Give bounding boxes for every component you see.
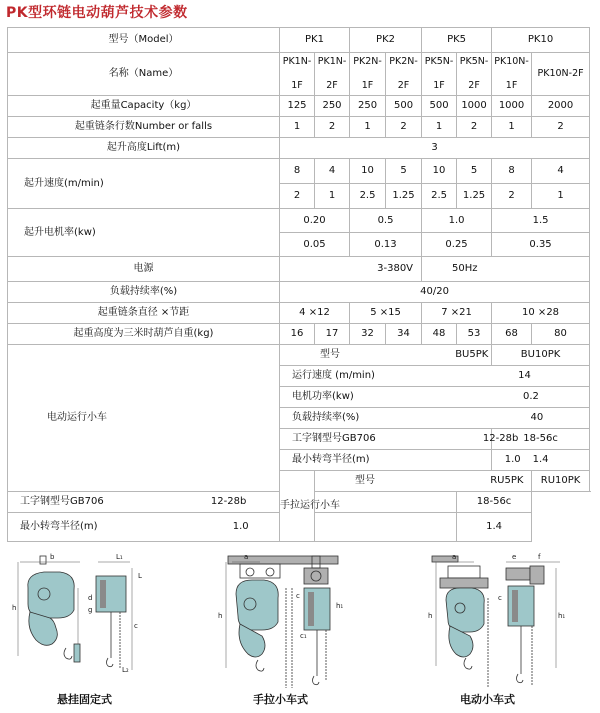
- speed-value: 2: [492, 184, 532, 209]
- falls-value: 1: [350, 117, 386, 138]
- electric-duty-cell: [280, 408, 590, 429]
- speed-value: 1: [532, 184, 590, 209]
- weight-value: 34: [386, 324, 422, 345]
- manual-radius-cell: [8, 513, 457, 542]
- dim-h-left: h: [12, 604, 17, 612]
- dim-l: L: [138, 572, 142, 580]
- electric-speed-label: 运行速度 (m/min): [292, 370, 375, 381]
- manual-beam-cell: [8, 492, 457, 513]
- speed-value: 8: [492, 159, 532, 184]
- weight-value: 48: [422, 324, 457, 345]
- electric-radius-label: 最小转弯半径(m): [292, 454, 370, 465]
- dim-a-electric: a: [452, 553, 457, 561]
- dim-f: f: [538, 553, 541, 561]
- row-manual-radius: [8, 513, 590, 542]
- power-label: 电源: [8, 257, 280, 282]
- name-cell: PK2N- 2F: [386, 53, 422, 96]
- electric-power-value: 0.2: [522, 391, 539, 402]
- electric-speed-cell: [280, 366, 590, 387]
- electric-model-10: BU10PK: [492, 345, 590, 366]
- electric-speed-value: 14: [518, 370, 531, 381]
- dim-h1-electric: h₁: [558, 612, 566, 620]
- dim-c: c: [134, 622, 138, 630]
- chain-value: 4 ×12: [280, 303, 350, 324]
- caption-electric-trolley: 电动小车式: [460, 693, 515, 706]
- chain-value: 5 ×15: [350, 303, 422, 324]
- manual-trolley-label: 手拉运行小车: [280, 500, 340, 511]
- motor-label: 起升电机率(kw): [8, 209, 280, 257]
- electric-beam-cell: [280, 429, 519, 450]
- group-pk1: PK1: [280, 28, 350, 53]
- capacity-value: 250: [350, 96, 386, 117]
- electric-radius-10: 1.4: [492, 450, 590, 471]
- speed-value: 2: [280, 184, 315, 209]
- duty-value: 40/20: [280, 282, 590, 303]
- weight-value: 32: [350, 324, 386, 345]
- falls-label: 起重链条行数Number or falls: [8, 117, 280, 138]
- dim-h-electric: h: [428, 612, 433, 620]
- diagram-area: [0, 548, 600, 709]
- diagram-manual-trolley: [218, 553, 343, 688]
- dim-d: d: [88, 594, 93, 602]
- electric-model-cell: [280, 345, 492, 366]
- manual-radius-label: 最小转弯半径(m): [20, 521, 98, 532]
- speed-value: 5: [386, 159, 422, 184]
- weight-value: 53: [457, 324, 492, 345]
- manual-radius-5: 1.0: [232, 521, 249, 532]
- row-speed-1: [8, 159, 590, 184]
- weight-value: 17: [315, 324, 350, 345]
- electric-trolley-label: 电动运行小车: [47, 412, 107, 423]
- caption-fixed-suspension: 悬挂固定式: [57, 693, 112, 706]
- model-label: 型号（Model）: [8, 28, 280, 53]
- speed-label: 起升速度(m/min): [8, 159, 280, 209]
- weight-value: 80: [532, 324, 590, 345]
- weight-value: 68: [492, 324, 532, 345]
- speed-value: 8: [280, 159, 315, 184]
- row-electric-model: [8, 345, 590, 366]
- spec-table: [7, 27, 590, 542]
- group-pk10: PK10: [492, 28, 590, 53]
- name-cell: PK1N- 1F: [280, 53, 315, 96]
- name-cell: PK10N- 1F: [492, 53, 532, 96]
- electric-model-label: 型号: [320, 349, 340, 360]
- speed-value: 2.5: [350, 184, 386, 209]
- diagram-electric-trolley: [428, 553, 565, 688]
- page-title: PK型环链电动葫芦技术参数: [6, 5, 188, 21]
- caption-manual-trolley: 手拉小车式: [253, 693, 308, 706]
- dim-l2: L₂: [122, 666, 129, 674]
- power-frequency: 50Hz: [422, 257, 590, 282]
- group-pk5: PK5: [422, 28, 492, 53]
- electric-duty-label: 负载持续率(%): [292, 412, 360, 423]
- electric-duty-value: 40: [530, 412, 544, 423]
- electric-beam-10: 18-56c: [492, 429, 590, 450]
- speed-value: 1.25: [457, 184, 492, 209]
- motor-value: 0.20: [280, 209, 350, 233]
- manual-model-label: 型号: [355, 475, 375, 486]
- motor-value: 0.05: [280, 233, 350, 257]
- dim-c-manual: c: [296, 592, 300, 600]
- row-power: [8, 257, 590, 282]
- electric-power-label: 电机功率(kw): [292, 391, 354, 402]
- manual-model-10: RU10PK: [532, 471, 590, 492]
- row-chain: [8, 303, 590, 324]
- capacity-value: 500: [422, 96, 457, 117]
- speed-value: 4: [532, 159, 590, 184]
- manual-model-5: RU5PK: [490, 475, 524, 486]
- row-falls: [8, 117, 590, 138]
- motor-value: 1.5: [492, 209, 590, 233]
- name-cell: PK5N- 2F: [457, 53, 492, 96]
- row-model: [8, 28, 590, 53]
- speed-value: 10: [350, 159, 386, 184]
- falls-value: 1: [492, 117, 532, 138]
- falls-value: 1: [280, 117, 315, 138]
- group-pk2: PK2: [350, 28, 422, 53]
- chain-value: 10 ×28: [492, 303, 590, 324]
- electric-power-cell: [280, 387, 590, 408]
- speed-value: 1.25: [386, 184, 422, 209]
- dim-h-manual: h: [218, 612, 223, 620]
- name-cell: PK10N-2F: [532, 53, 590, 96]
- electric-radius-cell: [280, 450, 521, 471]
- name-cell: PK1N- 2F: [315, 53, 350, 96]
- dim-g: g: [88, 606, 93, 614]
- capacity-label: 起重量Capacity（kg）: [8, 96, 280, 117]
- weight-value: 16: [280, 324, 315, 345]
- dim-e: e: [512, 553, 517, 561]
- chain-value: 7 ×21: [422, 303, 492, 324]
- manual-beam-label: 工字钢型号GB706: [20, 496, 104, 507]
- capacity-value: 1000: [457, 96, 492, 117]
- name-label: 名称（Name）: [8, 53, 280, 96]
- motor-value: 1.0: [422, 209, 492, 233]
- name-cell: PK2N- 1F: [350, 53, 386, 96]
- falls-value: 2: [457, 117, 492, 138]
- falls-value: 2: [315, 117, 350, 138]
- capacity-value: 250: [315, 96, 350, 117]
- dim-l1: L₁: [116, 553, 123, 561]
- electric-trolley-cell: [8, 345, 280, 492]
- lift-value: 3: [280, 138, 590, 159]
- row-weight: [8, 324, 590, 345]
- duty-label: 负载持续率(%): [8, 282, 280, 303]
- row-name: [8, 53, 590, 96]
- motor-value: 0.35: [492, 233, 590, 257]
- dim-h1-manual: h₁: [336, 602, 344, 610]
- speed-value: 5: [457, 159, 492, 184]
- manual-beam-5: 12-28b: [210, 496, 247, 507]
- capacity-value: 500: [386, 96, 422, 117]
- manual-model-cell: [315, 471, 532, 492]
- falls-value: 1: [422, 117, 457, 138]
- falls-value: 2: [532, 117, 590, 138]
- motor-value: 0.13: [350, 233, 422, 257]
- dim-c1-manual: c₁: [300, 632, 307, 640]
- capacity-value: 125: [280, 96, 315, 117]
- row-lift: [8, 138, 590, 159]
- falls-value: 2: [386, 117, 422, 138]
- row-capacity: [8, 96, 590, 117]
- chain-label: 起重链条直径 ×节距: [8, 303, 280, 324]
- speed-value: 2.5: [422, 184, 457, 209]
- diagram-fixed-suspension: [12, 553, 142, 674]
- row-motor-1: [8, 209, 590, 233]
- manual-radius-10: 1.4: [457, 513, 532, 542]
- row-duty: [8, 282, 590, 303]
- speed-value: 10: [422, 159, 457, 184]
- electric-beam-label: 工字钢型号GB706: [292, 433, 376, 444]
- hoist-diagrams: [0, 548, 600, 709]
- motor-value: 0.25: [422, 233, 492, 257]
- dim-b: b: [50, 553, 55, 561]
- lift-label: 起升高度Lift(m): [8, 138, 280, 159]
- speed-value: 4: [315, 159, 350, 184]
- speed-value: 1: [315, 184, 350, 209]
- capacity-value: 2000: [532, 96, 590, 117]
- weight-label: 起重高度为三米时葫芦自重(kg): [8, 324, 280, 345]
- manual-beam-10: 18-56c: [457, 492, 532, 513]
- capacity-value: 1000: [492, 96, 532, 117]
- power-voltage: 3-380V: [280, 257, 422, 282]
- electric-beam-5: 12-28b: [482, 433, 519, 444]
- dim-c-electric: c: [498, 594, 502, 602]
- dim-a: a: [244, 553, 249, 561]
- name-cell: PK5N- 1F: [422, 53, 457, 96]
- electric-model-5: BU5PK: [455, 349, 489, 360]
- electric-radius-5: 1.0: [504, 454, 521, 465]
- motor-value: 0.5: [350, 209, 422, 233]
